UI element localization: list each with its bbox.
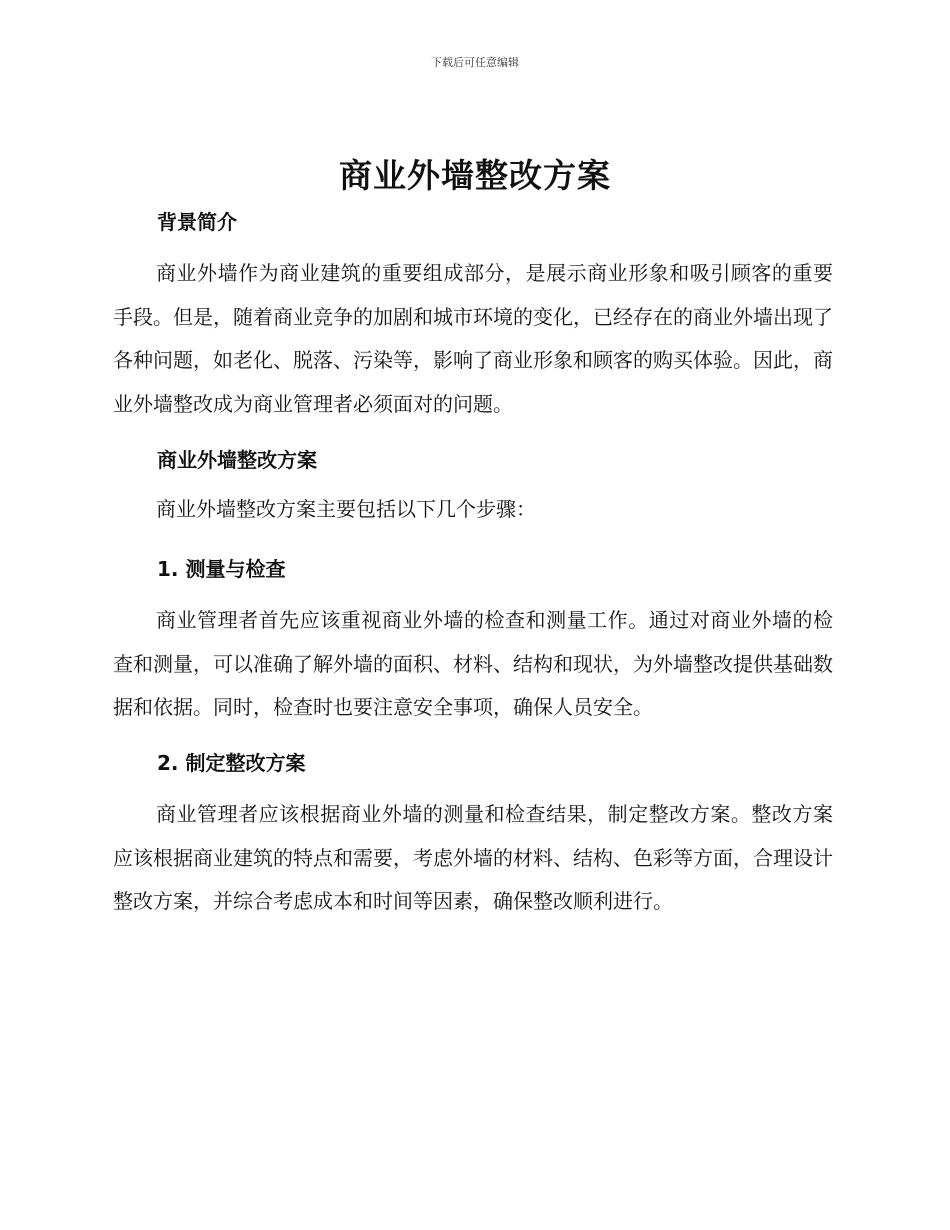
section-heading-step-2: 2. 制定整改方案 bbox=[157, 751, 306, 775]
section-heading-step-1: 1. 测量与检查 bbox=[157, 557, 286, 581]
page-header-note: 下载后可任意编辑 bbox=[431, 56, 519, 69]
document-title: 商业外墙整改方案 bbox=[339, 156, 611, 195]
section-heading-background: 背景简介 bbox=[157, 210, 237, 234]
paragraph-step-2: 商业管理者应该根据商业外墙的测量和检查结果，制定整改方案。整改方案应该根据商业建筑的特点和需要，考虑外墙的材料、结构、色彩等方面，合理设计整改方案，并综合考虑成本和时间等因素，确保整改顺利进行。 bbox=[113, 802, 833, 913]
paragraph-plan-intro: 商业外墙整改方案主要包括以下几个步骤： bbox=[156, 497, 536, 521]
paragraph-step-1: 商业管理者首先应该重视商业外墙的检查和测量工作。通过对商业外墙的检查和测量，可以准确了解外墙的面积、材料、结构和现状，为外墙整改提供基础数据和依据。同时，检查时也要注意安全事项，确保人员安全。 bbox=[113, 608, 833, 719]
paragraph-background: 商业外墙作为商业建筑的重要组成部分，是展示商业形象和吸引顾客的重要手段。但是，随着商业竞争的加剧和城市环境的变化，已经存在的商业外墙出现了各种问题，如老化、脱落、污染等，影响了商业形象和顾客的购买体验。因此，商业外墙整改成为商业管理者必须面对的问题。 bbox=[113, 261, 833, 416]
section-heading-plan: 商业外墙整改方案 bbox=[157, 448, 317, 472]
